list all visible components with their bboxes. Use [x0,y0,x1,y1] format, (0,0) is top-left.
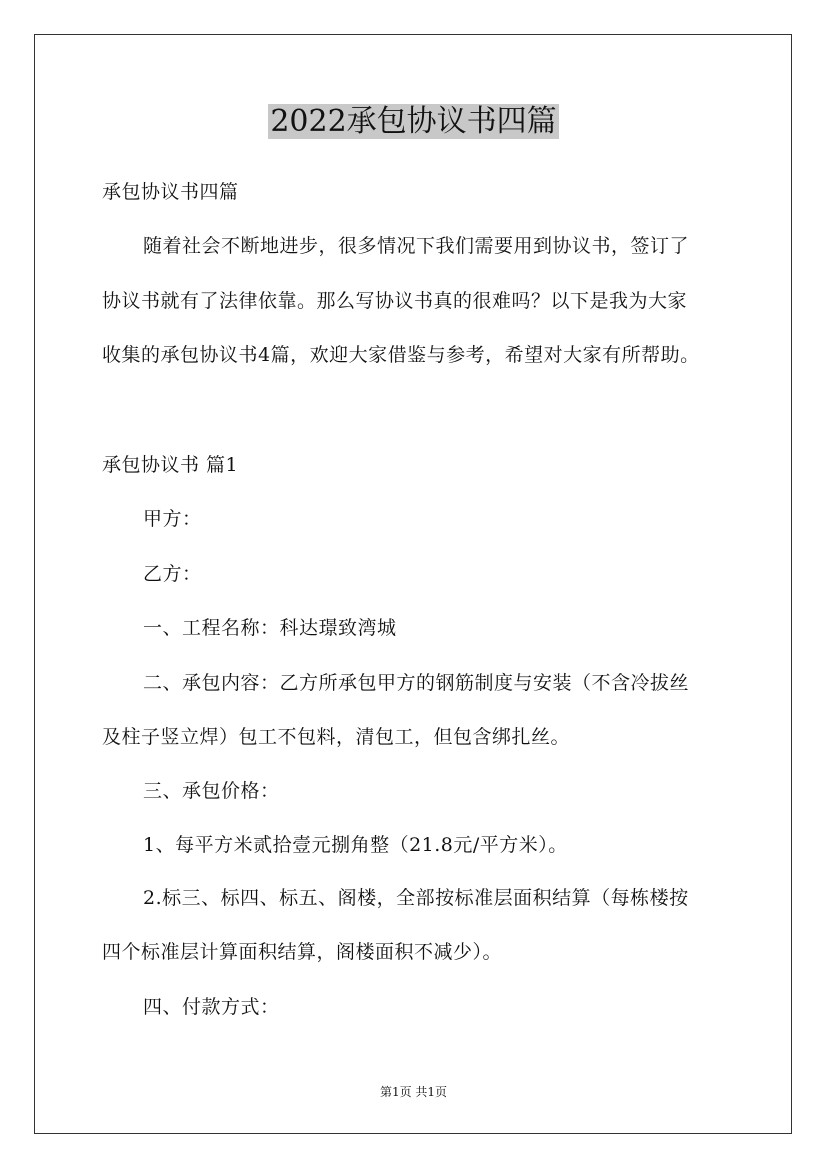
subtitle: 承包协议书四篇 [102,181,239,203]
contract-content-line-1: 二、承包内容：乙方所承包甲方的钢筋制度与安装（不含冷拔丝 [143,672,690,694]
price-item-1: 1、每平方米贰拾壹元捌角整（21.8元/平方米）。 [143,834,568,856]
price-heading: 三、承包价格： [143,780,280,802]
price-item-2-line-1: 2.标三、标四、标五、阁楼，全部按标准层面积结算（每栋楼按 [143,887,689,909]
party-a-label: 甲方： [143,508,202,530]
intro-line-1: 随着社会不断地进步，很多情况下我们需要用到协议书，签订了 [143,235,690,257]
intro-line-3: 收集的承包协议书4篇，欢迎大家借鉴与参考，希望对大家有所帮助。 [102,344,700,366]
contract-content-line-2: 及柱子竖立焊）包工不包料，清包工，但包含绑扎丝。 [102,726,571,748]
intro-line-2: 协议书就有了法律依靠。那么写协议书真的很难吗？以下是我为大家 [102,290,688,312]
party-b-label: 乙方： [143,563,202,585]
page-number-footer: 第1页 共1页 [379,1085,448,1099]
project-name-item: 一、工程名称：科达璟致湾城 [143,617,397,639]
price-item-2-line-2: 四个标准层计算面积结算，阁楼面积不减少）。 [102,941,503,963]
document-title [0,100,827,144]
section-heading: 承包协议书 篇1 [102,454,239,476]
document-title-text: 2022承包协议书四篇 [270,104,557,139]
payment-heading: 四、付款方式： [143,996,280,1018]
